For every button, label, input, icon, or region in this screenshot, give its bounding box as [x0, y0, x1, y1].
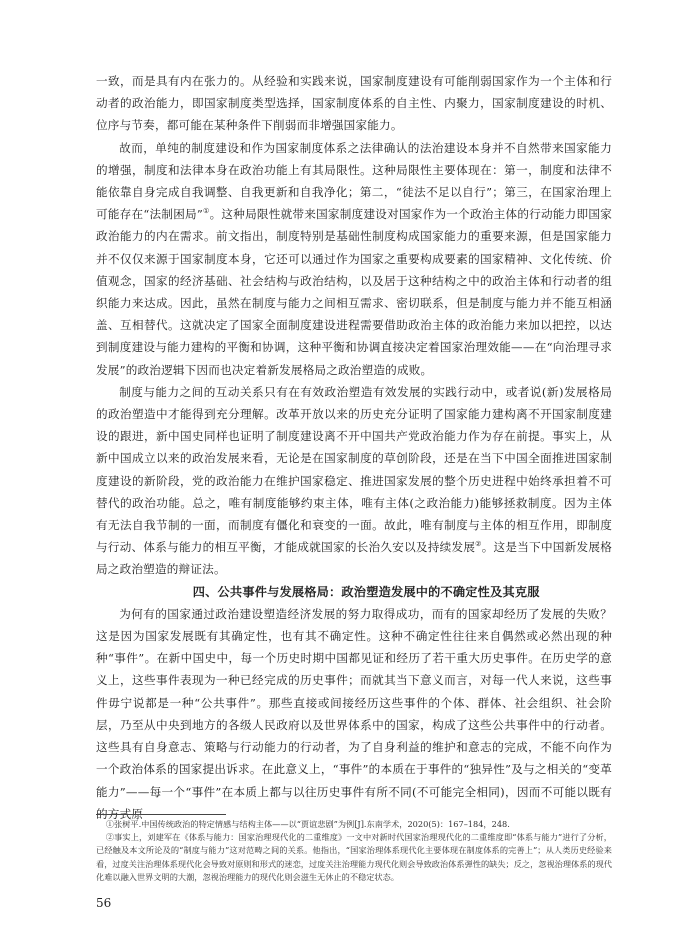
paragraph-4: 为何有的国家通过政治建设塑造经济发展的努力取得成功，而有的国家却经历了发展的失败？这是因为国家发展既有其确定性，也有其不确定性。这种不确定性往往来自偶然或必然出现的种种“事件”。在新中国史中，每一个历史时期中国都见证和经历了若干重大历史事件。在历史学的意义上，这些事件表现为一种已经完成的历史事件；而就其当下意义而言，对每一代人来说，这些事件毋宁说都是一种“公共事件”。那些直接或间接经历这些事件的个体、群体、社会组织、社会阶层，乃至从中央到地方的各级人民政府以及世界体系中的国家，构成了这些公共事件中的行动者。这些具有自身意志、策略与行动能力的行动者，为了自身利益的维护和意志的完成，不能不向作为一个政治体系的国家提出诉求。在此意义上，“事件”的本质在于事件的“独异性”及与之相关的“变革能力”——每一个“事件”在本质上都与以往历史事件有所不同(不可能完全相同)，因而不可能以既有的方式原 — [96, 606, 612, 821]
footnote-ref-1[interactable]: ① — [203, 207, 210, 216]
footnotes — [96, 818, 612, 884]
footnote-ref-2[interactable]: ② — [475, 540, 482, 549]
footnote-1: ①张树平.中国传统政治的特定情感与结构主体——以“贾谊悲剧”为例[J].东南学术，2020(5)：167–184，248. — [105, 819, 510, 829]
paragraph-2-text: 故而，单纯的制度建设和作为国家制度体系之法律确认的法治建设本身并不自然带来国家能力的增强，制度和法律本身在政治功能上有其局限性。这种局限性主要体现在：第一，制度和法律不能依靠自身完成自我调整、自我更新和自我净化；第二，“徒法不足以自行”；第三，在国家治理上可能存在“法制困局” — [96, 140, 612, 222]
page-number: 56 — [96, 896, 112, 910]
paragraph-3-tail: 。这是当下中国新发展格局之政治塑造的辩证法。 — [96, 540, 612, 577]
body-text — [96, 70, 612, 825]
paragraph-2-tail: 。这种局限性就带来国家制度建设对国家作为一个政治主体的行动能力即国家政治能力的内在需求。前文指出，制度特别是基础性制度构成国家能力的重要来源，但是国家能力并不仅仅来源于国家制度本身，它还可以通过作为国家之重要构成要素的国家精神、文化传统、价值观念，国家的经济基础、社会结构与政治结构，以及居于这种结构之中的政治主体和行动者的组织能力来达成。因此，虽然在制度与能力之间相互需求、密切联系，但是制度与能力并不能互相涵盖、互相替代。这就决定了国家全面制度建设进程需要借助政治主体的政治能力来加以把控，以达到制度建设与能力建构的平衡和协调，这种平衡和协调直接决定着国家治理效能——在“向治理寻求发展”的政治逻辑下因而也决定着新发展格局之政治塑造的成败。 — [96, 207, 612, 377]
section-heading: 四、公共事件与发展格局：政治塑造发展中的不确定性及其克服 — [192, 584, 540, 599]
paragraph-2 — [96, 137, 612, 381]
paragraph-3-text: 制度与能力之间的互动关系只有在有效政治塑造有效发展的实践行动中，或者说(新)发展格局的政治塑造中才能得到充分理解。改革开放以来的历史充分证明了国家能力建构离不开国家制度建设的跟进，新中国史同样也证明了制度建设离不开中国共产党政治能力作为存在前提。事实上，从新中国成立以来的政治发展来看，无论是在国家制度的草创阶段，还是在当下中国全面推进国家制度建设的新阶段，党的政治能力在维护国家稳定、推进国家发展的整个历史进程中始终承担着不可替代的政治功能。总之，唯有制度能够约束主体，唯有主体(之政治能力)能够拯救制度。因为主体有无法自我节制的一面，而制度有僵化和衰变的一面。故此，唯有制度与主体的相互作用，即制度与行动、体系与能力的相互平衡，才能成就国家的长治久安以及持续发展 — [96, 384, 612, 555]
footnote-divider — [96, 814, 226, 815]
paragraph-3 — [96, 381, 612, 581]
footnote-2: ②事实上，刘建军在《体系与能力：国家治理现代化的二重维度》一文中对新时代国家治理现代化的二重维度即“体系与能力”进行了分析，已经触及本文所论及的“制度与能力”这对范畴之间的关系。他指出，“国家治理体系现代化主要体现在制度体系的完善上”；从人类历史经验来看，过度关注治理体系现代化会导致对原则和形式的迷恋，过度关注治理能力现代化则会导致政治体系弹性的缺失；反之，忽视治理体系的现代化难以融入世界文明的大潮，忽视治理能力的现代化则会滋生无休止的不稳定状态。 — [96, 832, 612, 882]
paragraph-1: 一致，而是具有内在张力的。从经验和实践来说，国家制度建设有可能削弱国家作为一个主体和行动者的政治能力，即国家制度类型选择，国家制度体系的自主性、内聚力，国家制度建设的时机、位序与节奏，都可能在某种条件下削弱而非增强国家能力。 — [96, 74, 612, 133]
